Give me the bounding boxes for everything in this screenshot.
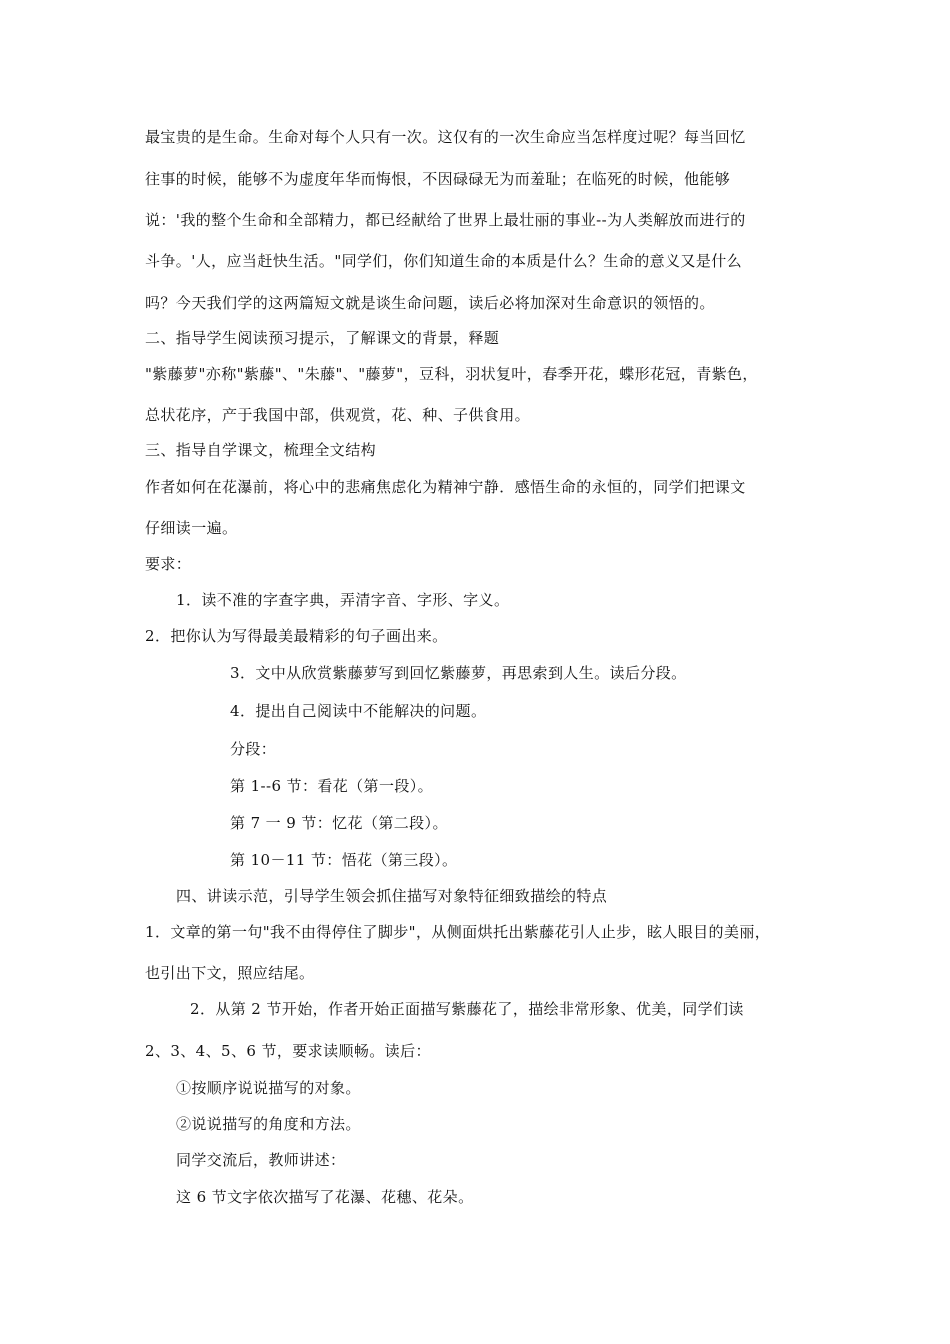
list-item: 4．提出自己阅读中不能解决的问题。 xyxy=(230,702,487,720)
section-heading: 三、指导自学课文，梳理全文结构 xyxy=(145,441,377,459)
text-line: 2、3、4、5、6 节，要求读顺畅。读后： xyxy=(145,1042,431,1060)
text-line: 往事的时候，能够不为虚度年华而悔恨，不因碌碌无为而羞耻；在临死的时候，他能够 xyxy=(145,170,731,188)
list-item: 1．读不准的字查字典，弄清字音、字形、字义。 xyxy=(176,591,510,609)
list-item: 第 7 一 9 节：忆花（第二段）。 xyxy=(230,814,448,832)
list-item: 第 1--6 节：看花（第一段）。 xyxy=(230,777,434,795)
list-item: 第 10－11 节：悟花（第三段）。 xyxy=(230,851,458,869)
text-line: 这 6 节文字依次描写了花瀑、花穗、花朵。 xyxy=(176,1188,474,1206)
text-line: 吗？今天我们学的这两篇短文就是谈生命问题，读后必将加深对生命意识的领悟的。 xyxy=(145,294,715,312)
text-line: 2．从第 2 节开始，作者开始正面描写紫藤花了，描绘非常形象、优美，同学们读 xyxy=(190,1000,744,1018)
text-line: 也引出下文，照应结尾。 xyxy=(145,964,315,982)
text-line: 作者如何在花瀑前，将心中的悲痛焦虑化为精神宁静．感悟生命的永恒的，同学们把课文 xyxy=(145,478,746,496)
text-line: 1．文章的第一句"我不由得停住了脚步"，从侧面烘托出紫藤花引人止步，眩人眼目的美丽， xyxy=(145,923,771,941)
text-line: "紫藤萝"亦称"紫藤"、"朱藤"、"藤萝"，豆科，羽状复叶，春季开花，蝶形花冠，青紫色， xyxy=(145,365,758,383)
text-line: 斗争。'人，应当赶快生活。"同学们，你们知道生命的本质是什么？生命的意义又是什么 xyxy=(145,252,743,270)
list-item: ①按顺序说说描写的对象。 xyxy=(176,1079,361,1097)
section-heading: 二、指导学生阅读预习提示，了解课文的背景，释题 xyxy=(145,329,500,347)
text-line: 总状花序，产于我国中部，供观赏，花、种、子供食用。 xyxy=(145,406,531,424)
text-line: 分段： xyxy=(230,740,277,758)
text-line: 同学交流后，教师讲述： xyxy=(176,1151,346,1169)
list-item: 3．文中从欣赏紫藤萝写到回忆紫藤萝，再思索到人生。读后分段。 xyxy=(230,664,687,682)
text-line: 要求： xyxy=(145,555,192,573)
text-line: 仔细读一遍。 xyxy=(145,519,238,537)
text-line: 最宝贵的是生命。生命对每个人只有一次。这仅有的一次生命应当怎样度过呢？每当回忆 xyxy=(145,128,746,146)
list-item: 2．把你认为写得最美最精彩的句子画出来。 xyxy=(145,627,448,645)
list-item: ②说说描写的角度和方法。 xyxy=(176,1115,361,1133)
text-line: 说：'我的整个生命和全部精力，都已经献给了世界上最壮丽的事业--为人类解放而进行的 xyxy=(145,211,746,229)
section-heading: 四、讲读示范，引导学生领会抓住描写对象特征细致描绘的特点 xyxy=(176,887,608,905)
